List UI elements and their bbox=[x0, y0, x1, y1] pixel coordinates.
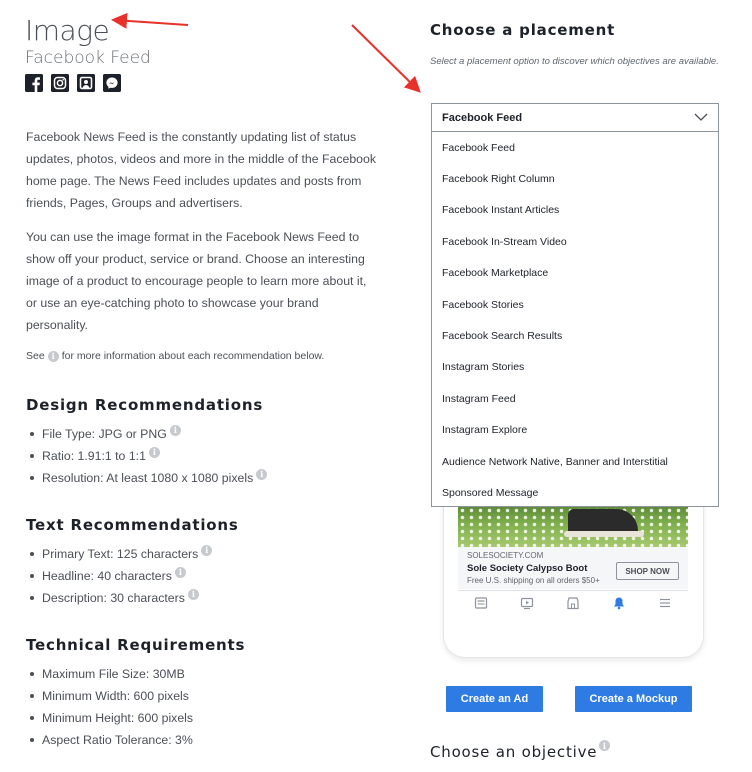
instagram-icon bbox=[51, 74, 69, 92]
video-icon bbox=[520, 596, 534, 610]
list-item bbox=[30, 543, 212, 565]
list-item bbox=[30, 707, 193, 729]
bullet-dot bbox=[30, 672, 34, 676]
messenger-icon bbox=[103, 74, 121, 92]
list-item-text: Minimum Height: 600 pixels bbox=[42, 711, 194, 725]
placement-option[interactable]: Instagram Stories bbox=[442, 361, 525, 374]
chevron-down-icon bbox=[694, 111, 708, 123]
list-item bbox=[30, 729, 193, 751]
info-icon[interactable]: i bbox=[170, 425, 181, 436]
page-title: Image bbox=[25, 14, 110, 47]
create-ad-button[interactable]: Create an Ad bbox=[446, 686, 543, 712]
platform-icons bbox=[25, 74, 121, 92]
placement-option[interactable]: Facebook Instant Articles bbox=[442, 204, 560, 217]
placement-heading: Choose a placement bbox=[430, 21, 616, 39]
bullet-dot bbox=[30, 432, 34, 436]
placement-option[interactable]: Facebook Feed bbox=[442, 141, 515, 154]
design-recommendations-list bbox=[30, 423, 267, 489]
ad-url: SOLESOCIETY.COM bbox=[467, 551, 544, 560]
placement-subtext: Select a placement option to discover which objectives are available. bbox=[430, 56, 719, 67]
list-item bbox=[30, 685, 193, 707]
bullet-dot bbox=[30, 574, 34, 578]
facebook-icon bbox=[25, 74, 43, 92]
list-item bbox=[30, 445, 267, 467]
placement-option[interactable]: Facebook Marketplace bbox=[442, 267, 549, 280]
bullet-dot bbox=[30, 454, 34, 458]
text-recommendations-heading: Text Recommendations bbox=[26, 516, 239, 534]
list-item-text: Headline: 40 characters bbox=[42, 569, 172, 583]
shop-now-button[interactable]: SHOP NOW bbox=[616, 562, 679, 580]
info-icon[interactable]: i bbox=[256, 469, 267, 480]
audience-network-icon bbox=[77, 74, 95, 92]
info-note bbox=[26, 350, 324, 362]
info-icon[interactable]: i bbox=[149, 447, 160, 458]
list-item bbox=[30, 423, 267, 445]
placement-option[interactable]: Facebook Right Column bbox=[442, 173, 555, 186]
bullet-dot bbox=[30, 552, 34, 556]
bullet-dot bbox=[30, 694, 34, 698]
ad-title: Sole Society Calypso Boot bbox=[467, 563, 588, 574]
placement-dropdown-menu bbox=[431, 132, 719, 507]
placement-option[interactable]: Audience Network Native, Banner and Interstitial bbox=[442, 455, 668, 468]
page-subtitle: Facebook Feed bbox=[25, 48, 151, 68]
info-icon[interactable]: i bbox=[201, 545, 212, 556]
placement-option[interactable]: Facebook In-Stream Video bbox=[442, 235, 567, 248]
list-item bbox=[30, 663, 193, 685]
bullet-dot bbox=[30, 738, 34, 742]
placement-option[interactable]: Instagram Feed bbox=[442, 392, 516, 405]
list-item-text: Maximum File Size: 30MB bbox=[42, 667, 185, 681]
create-mockup-button[interactable]: Create a Mockup bbox=[575, 686, 692, 712]
text-recommendations-list bbox=[30, 543, 212, 609]
notifications-bell-icon bbox=[612, 596, 626, 610]
menu-icon bbox=[658, 596, 672, 610]
technical-requirements-heading: Technical Requirements bbox=[26, 636, 246, 654]
phone-nav-bar bbox=[458, 590, 688, 614]
list-item-text: Aspect Ratio Tolerance: 3% bbox=[42, 733, 193, 747]
placement-option[interactable]: Facebook Stories bbox=[442, 298, 524, 311]
news-feed-icon bbox=[474, 596, 488, 610]
description-paragraph-2: You can use the image format in the Facebook News Feed to show off your product, service or brand. Choose an interesting image of a product to encourage people to learn more about it, or use an eye-catching photo to showcase your brand personality. bbox=[26, 230, 367, 332]
list-item-text: Minimum Width: 600 pixels bbox=[42, 689, 189, 703]
annotation-arrow-title bbox=[115, 20, 188, 25]
objective-heading-text: Choose an objective bbox=[430, 743, 598, 761]
info-note-prefix: See bbox=[26, 350, 45, 362]
info-icon[interactable]: i bbox=[188, 589, 199, 600]
marketplace-icon bbox=[566, 596, 580, 610]
design-recommendations-heading: Design Recommendations bbox=[26, 396, 264, 414]
info-icon[interactable]: i bbox=[48, 351, 59, 362]
list-item-text: File Type: JPG or PNG bbox=[42, 427, 167, 441]
boot-sole bbox=[564, 531, 644, 537]
technical-requirements-list bbox=[30, 663, 193, 751]
placement-option[interactable]: Facebook Search Results bbox=[442, 330, 563, 343]
objective-heading bbox=[430, 740, 610, 761]
placement-option[interactable]: Sponsored Message bbox=[442, 486, 539, 499]
ad-preview-image bbox=[458, 507, 688, 547]
placement-select[interactable] bbox=[431, 103, 719, 132]
bullet-dot bbox=[30, 716, 34, 720]
description-paragraph-1: Facebook News Feed is the constantly updating list of status updates, photos, videos and more in the middle of the Facebook home page. The News Feed includes updates and posts from friends, Pages, Groups and advertisers. bbox=[26, 130, 376, 210]
list-item bbox=[30, 565, 212, 587]
ad-shipping-text: Free U.S. shipping on all orders $50+ bbox=[467, 576, 600, 585]
list-item-text: Description: 30 characters bbox=[42, 591, 185, 605]
list-item-text: Primary Text: 125 characters bbox=[42, 547, 199, 561]
bullet-dot bbox=[30, 476, 34, 480]
list-item bbox=[30, 587, 212, 609]
list-item-text: Resolution: At least 1080 x 1080 pixels bbox=[42, 471, 254, 485]
placement-select-value: Facebook Feed bbox=[442, 111, 523, 124]
list-item bbox=[30, 467, 267, 489]
info-icon[interactable]: i bbox=[599, 740, 610, 751]
info-note-suffix: for more information about each recommendation below. bbox=[61, 350, 325, 362]
annotation-arrow-select bbox=[352, 25, 418, 90]
list-item-text: Ratio: 1.91:1 to 1:1 bbox=[42, 449, 146, 463]
placement-option[interactable]: Instagram Explore bbox=[442, 424, 528, 437]
bullet-dot bbox=[30, 596, 34, 600]
info-icon[interactable]: i bbox=[175, 567, 186, 578]
